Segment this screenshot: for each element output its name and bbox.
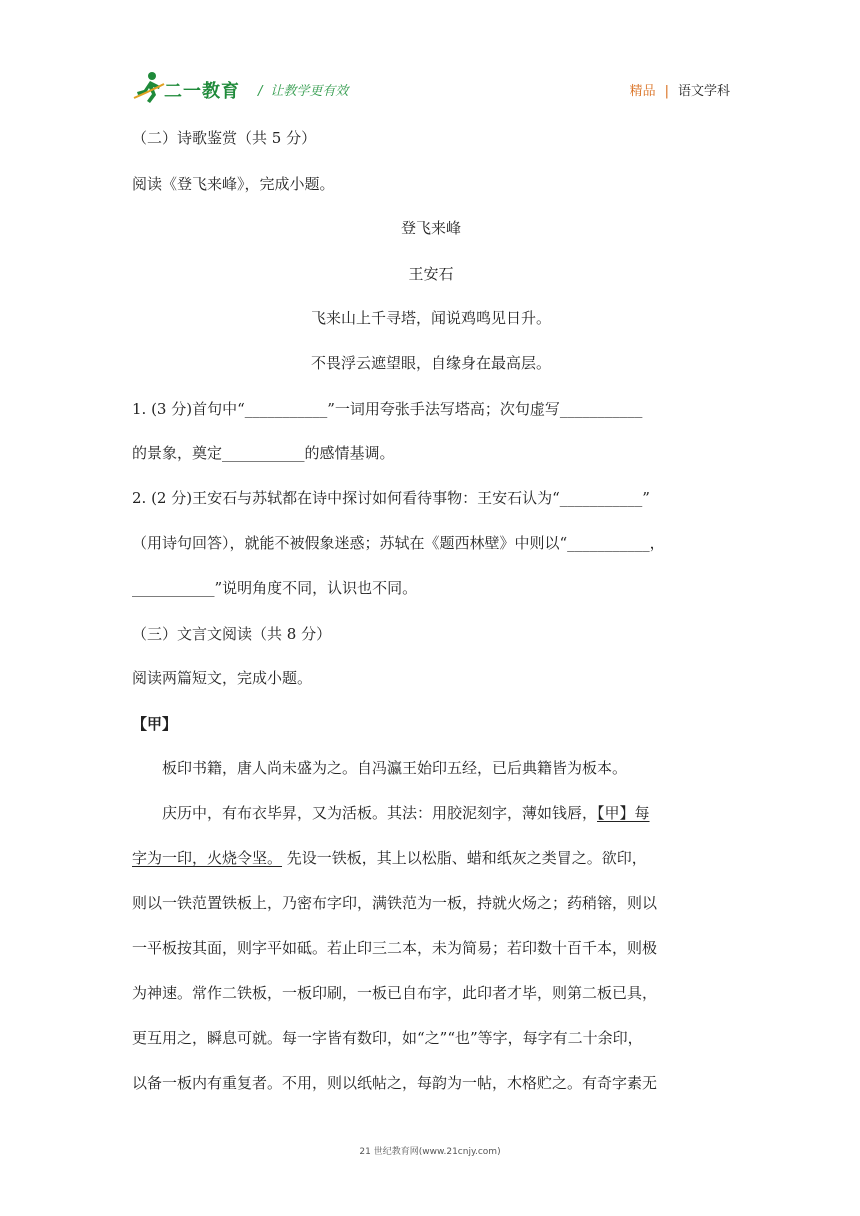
passage-para-2-line-3: 则以一铁范置铁板上，乃密布字印，满铁范为一板，持就火炀之；药稍镕，则以 (132, 894, 658, 912)
poem-line-1: 飞来山上千寻塔，闻说鸡鸣见日升。 (310, 309, 551, 327)
logo-text: 二一教育 (164, 81, 240, 102)
jingpin-label: 精品 (629, 84, 656, 99)
poem-title: 登飞来峰 (400, 219, 461, 237)
question-1-line-1: 1. (3 分)首句中“___________”一词用夸张手法写塔高；次句虚写___________ (132, 400, 643, 418)
passage-para-2-line-1 (162, 803, 650, 823)
poem-line-2: 不畏浮云遮望眼，自缘身在最高层。 (310, 354, 551, 372)
header-separator: | (664, 84, 669, 99)
passage-para-2-line-5: 为神速。常作二铁板，一板印刷，一板已自布字，此印者才毕，则第二板已具， (132, 984, 658, 1002)
passage-para-2-line-2 (132, 848, 647, 868)
runner-icon (132, 70, 166, 104)
underlined-sentence-start: 【甲】每 (597, 804, 650, 822)
subject-label: 语文学科 (677, 84, 730, 99)
question-2-line-2: （用诗句回答），就能不被假象迷惑；苏轼在《题西林壁》中则以“___________， (132, 534, 665, 552)
passage-para-2-line-4: 一平板按其面，则字平如砥。若止印三二本，未为简易；若印数十百千本，则极 (132, 939, 658, 957)
underlined-sentence-end: 字为一印，火烧令坚。 (132, 849, 283, 867)
section3-instruction: 阅读两篇短文，完成小题。 (132, 669, 313, 687)
question-2-line-3: ___________”说明角度不同，认识也不同。 (132, 579, 418, 597)
slogan-text: 让教学更有效 (270, 84, 349, 99)
question-1-line-2: 的景象，奠定___________的感情基调。 (132, 444, 395, 462)
passage-para-2-line-6: 更互用之，瞬息可就。每一字皆有数印，如“之”“也”等字，每字有二十余印， (132, 1029, 643, 1047)
poem-author: 王安石 (408, 265, 454, 283)
section3-heading: （三）文言文阅读（共 8 分） (132, 625, 332, 643)
passage-para-2-line-7: 以备一板内有重复者。不用，则以纸帖之，每韵为一帖，木格贮之。有奇字素无 (132, 1074, 658, 1092)
passage-para-1: 板印书籍，唐人尚未盛为之。自冯瀛王始印五经，已后典籍皆为板本。 (162, 759, 628, 777)
section2-instruction: 阅读《登飞来峰》，完成小题。 (132, 175, 335, 193)
passage-text: 庆历中，有布衣毕昇，又为活板。其法：用胶泥刻字，薄如钱唇， (162, 804, 598, 822)
page-footer: 21 世纪教育网(www.21cnjy.com) (359, 1147, 501, 1157)
section2-heading: （二）诗歌鉴赏（共 5 分） (132, 129, 317, 147)
header-right (630, 80, 730, 99)
logo (132, 70, 252, 106)
question-2-line-1: 2. (2 分)王安石与苏轼都在诗中探讨如何看待事物：王安石认为“___________” (132, 489, 650, 507)
slogan (258, 80, 348, 99)
passage-jia-label: 【甲】 (132, 715, 178, 733)
passage-text: 先设一铁板，其上以松脂、蜡和纸灰之类冒之。欲印， (282, 849, 647, 867)
page-header (132, 70, 730, 106)
slogan-slash: / (258, 84, 263, 99)
